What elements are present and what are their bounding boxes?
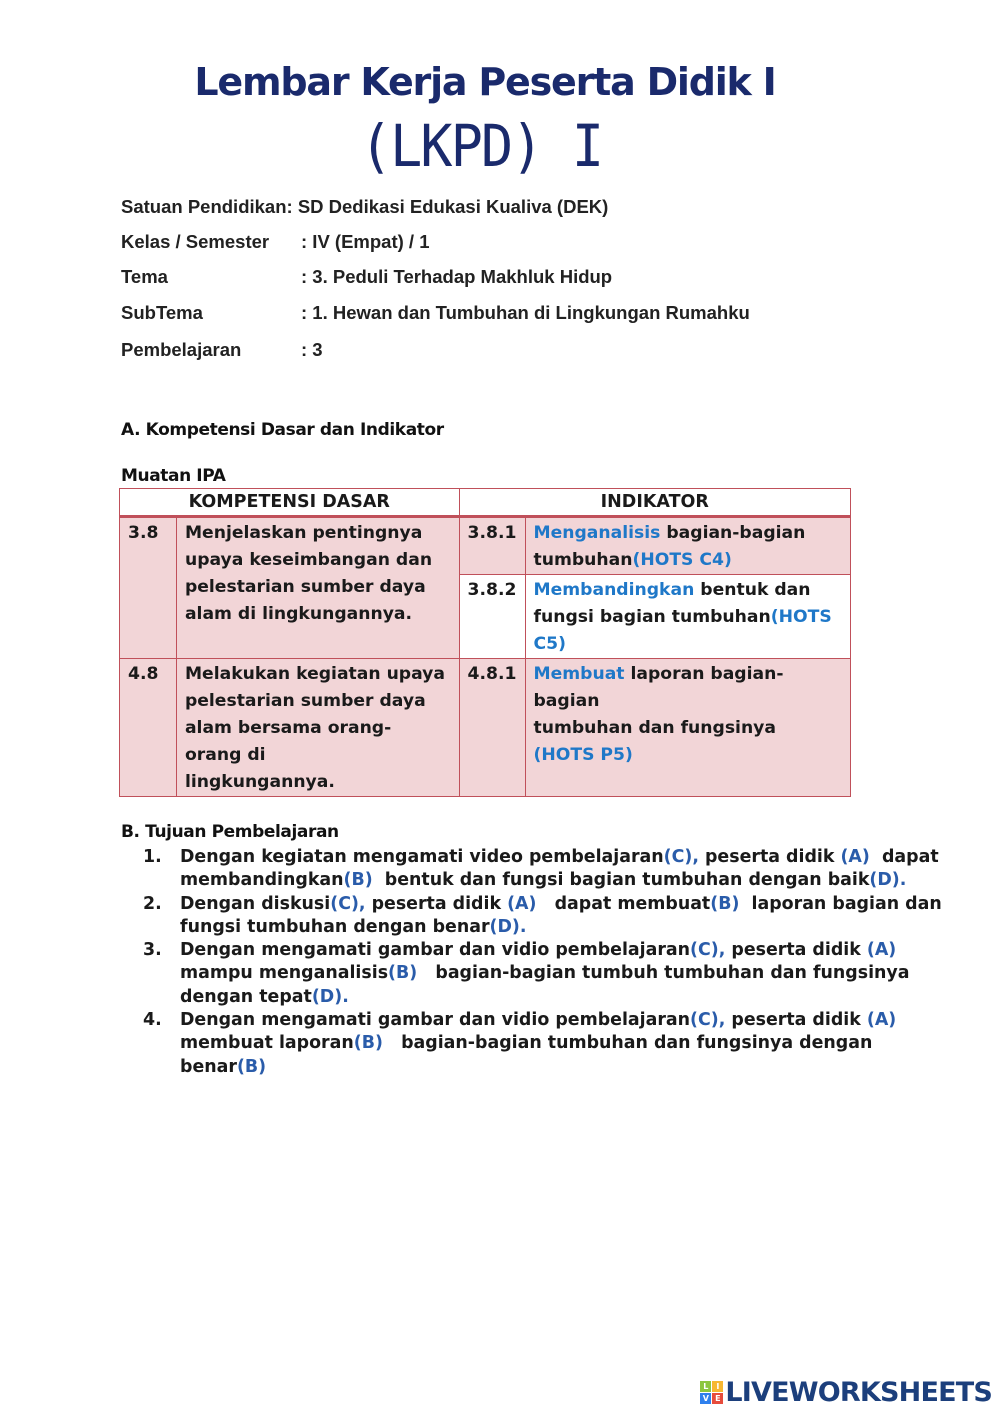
kd-number: 4.8 (120, 659, 177, 797)
kd-number: 3.8 (120, 517, 177, 659)
meta-row-kelas: Kelas / Semester : IV (Empat) / 1 (121, 231, 430, 252)
kompetensi-table (119, 488, 851, 797)
list-item: 1. Dengan kegiatan mengamati video pembelajaran(C), peserta didik (A) dapat membandingkan(B) bentuk dan fungsi bagian tumbuhan dengan baik(D). (143, 847, 939, 891)
tujuan-list (143, 846, 943, 1079)
indicator-number: 3.8.1 (459, 517, 525, 575)
meta-row-satuan: Satuan Pendidikan: SD Dedikasi Edukasi Kualiva (DEK) (121, 196, 609, 217)
brand-name: LIVEWORKSHEETS (725, 1377, 992, 1408)
title-line-1: Lembar Kerja Peserta Didik I (194, 60, 776, 104)
header-kompetensi: KOMPETENSI DASAR (120, 489, 460, 517)
table-header-row (120, 489, 851, 517)
table-row (120, 517, 851, 575)
indicator-number: 4.8.1 (459, 659, 525, 797)
kd-text: Menjelaskan pentingnya upaya keseimbangan dan pelestarian sumber daya alam di lingkungannya. (176, 517, 459, 659)
list-item: 4. Dengan mengamati gambar dan vidio pembelajaran(C), peserta didik (A) membuat laporan(B) bagian-bagian tumbuhan dan fungsinya dengan benar(B) (143, 1010, 897, 1077)
list-item: 3. Dengan mengamati gambar dan vidio pembelajaran(C), peserta didik (A) mampu menganalisis(B) bagian-bagian tumbuh tumbuhan dan fungsinya dengan tepat(D). (143, 940, 910, 1007)
indicator-number: 3.8.2 (459, 575, 525, 659)
table-row (120, 659, 851, 797)
meta-row-pembelajaran: Pembelajaran : 3 (121, 339, 323, 360)
kd-text: Melakukan kegiatan upaya pelestarian sumber daya alam bersama orang- orang di lingkungannya. (176, 659, 459, 797)
indicator-text: Membuat laporan bagian- bagian tumbuhan dan fungsinya (HOTS P5) (525, 659, 851, 797)
meta-row-subtema: SubTema : 1. Hewan dan Tumbuhan di Lingkungan Rumahku (121, 302, 750, 323)
muatan-heading: Muatan IPA (121, 466, 226, 486)
section-b-heading: B. Tujuan Pembelajaran (121, 822, 339, 842)
list-item: 2. Dengan diskusi(C), peserta didik (A) dapat membuat(B) laporan bagian dan fungsi tumbuhan dengan benar(D). (143, 893, 942, 937)
indicator-text: Menganalisis bagian-bagian tumbuhan(HOTS C4) (525, 517, 851, 575)
indicator-text: Membandingkan bentuk dan fungsi bagian tumbuhan(HOTS C5) (525, 575, 851, 659)
section-a-heading: A. Kompetensi Dasar dan Indikator (121, 420, 444, 440)
meta-row-tema: Tema : 3. Peduli Terhadap Makhluk Hidup (121, 266, 613, 287)
title-line-2: (LKPD) I (359, 112, 603, 180)
liveworksheets-logo[interactable] (700, 1377, 992, 1408)
live-grid-icon: L I V E (700, 1381, 723, 1404)
header-indikator: INDIKATOR (459, 489, 850, 517)
